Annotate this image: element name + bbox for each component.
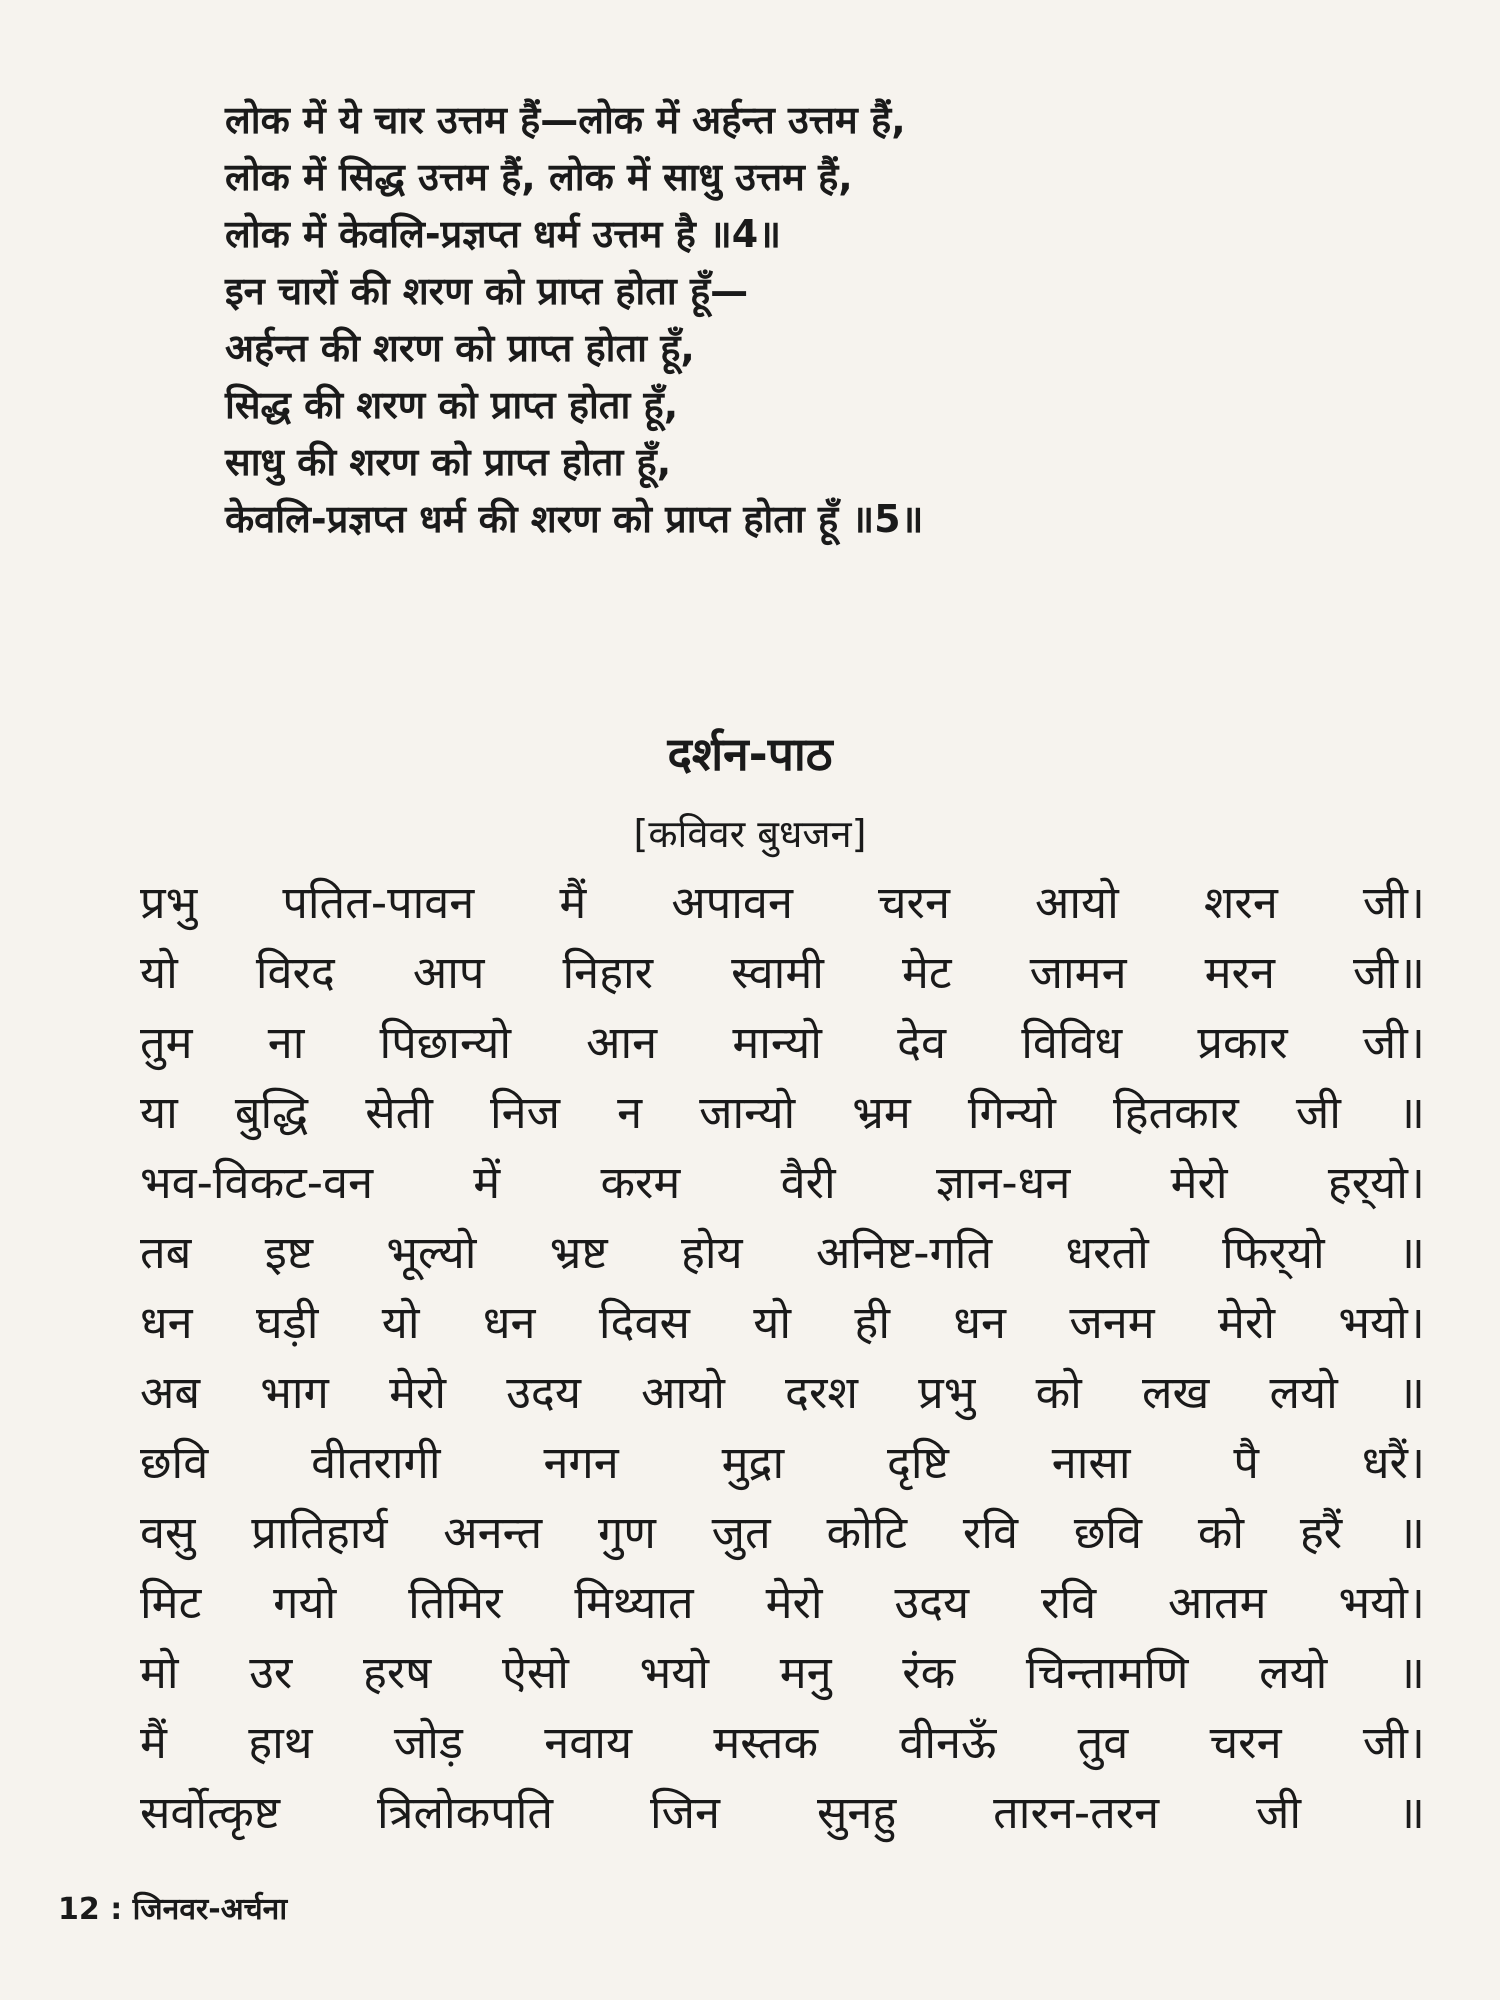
poem-word: मेरो: [389, 1366, 447, 1419]
poem-word: आप: [412, 946, 485, 999]
poem-word: सर्वोत्कृष्ट: [140, 1786, 281, 1839]
poem-word: दिवस: [598, 1296, 690, 1349]
poem-word: तुव: [1077, 1716, 1129, 1769]
poem-word: भ्रम: [852, 1086, 911, 1139]
poem-word: वैरी: [780, 1156, 836, 1209]
poem-line: [140, 1218, 1425, 1288]
poem-word: जी॥: [1352, 946, 1425, 999]
poem-word: जी।: [1362, 1716, 1425, 1769]
page-footer: 12 : जिनवर-अर्चना: [58, 1892, 288, 1927]
poem-word: मेरो: [1218, 1296, 1276, 1349]
poem-word: हरैं: [1299, 1506, 1343, 1559]
poem-word: प्रकार: [1197, 1016, 1288, 1069]
poem-word: ॥: [1398, 1506, 1425, 1559]
poem-word: ही: [854, 1296, 890, 1349]
poem-word: गिन्यो: [967, 1086, 1056, 1139]
poem-word: मेरो: [1170, 1156, 1228, 1209]
upper-line: अर्हन्त की शरण को प्राप्त होता हूँ,: [225, 326, 695, 370]
poem-word: तारन-तरन: [993, 1786, 1160, 1839]
poem-word: लयो: [1259, 1646, 1328, 1699]
poem-word: विविध: [1021, 1016, 1123, 1069]
poem-word: ऐसो: [501, 1646, 569, 1699]
poem-word: मुद्रा: [721, 1436, 785, 1489]
poem-word: हर्‌यो।: [1327, 1156, 1425, 1209]
poem-word: हरष: [363, 1646, 432, 1699]
poem-word: मैं: [559, 876, 587, 929]
poem-word: लयो: [1269, 1366, 1338, 1419]
poem-word: कोटि: [826, 1506, 908, 1559]
poem-word: मैं: [140, 1716, 167, 1769]
poem-word: जी।: [1362, 876, 1425, 929]
poem-word: मिट: [140, 1576, 202, 1629]
poem-word: भयो।: [1338, 1296, 1425, 1349]
poem-line: [140, 1568, 1425, 1638]
poem-word: न: [617, 1086, 643, 1139]
poem-word: ना: [267, 1016, 305, 1069]
poem-word: या: [140, 1086, 178, 1139]
poem-word: यो: [753, 1296, 792, 1349]
section-title: दर्शन-पाठ: [667, 727, 833, 781]
upper-line: लोक में ये चार उत्तम हैं—लोक में अर्हन्त उत्तम हैं,: [225, 98, 906, 142]
poem-word: देव: [897, 1016, 947, 1069]
poem-word: नगन: [543, 1436, 619, 1489]
upper-line: सिद्ध की शरण को प्राप्त होता हूँ,: [225, 383, 679, 427]
poem-line: [140, 938, 1425, 1008]
poem-word: इष्ट: [264, 1226, 314, 1279]
poem-word: में: [473, 1156, 501, 1209]
poem-word: धन: [482, 1296, 536, 1349]
poem-word: वीनऊँ: [899, 1716, 997, 1769]
poem-word: मो: [140, 1646, 179, 1699]
poem-word: उदय: [894, 1576, 970, 1629]
poem-word: आतम: [1168, 1576, 1267, 1629]
poem-line: [140, 1148, 1425, 1218]
poem-word: होय: [680, 1226, 743, 1279]
poem-line: [140, 1008, 1425, 1078]
poem-word: अनन्त: [443, 1506, 543, 1559]
poem-line: [140, 1288, 1425, 1358]
poem-word: चिन्तामणि: [1025, 1646, 1189, 1699]
poem-word: मान्यो: [732, 1016, 822, 1069]
upper-stanza: [225, 92, 1225, 548]
poem-word: वीतरागी: [311, 1436, 441, 1489]
poem-word: छवि: [1073, 1506, 1143, 1559]
poem-word: तिमिर: [408, 1576, 503, 1629]
poem-word: जी: [1295, 1086, 1341, 1139]
poem-word: को: [1035, 1366, 1082, 1419]
poem-word: जिन: [650, 1786, 721, 1839]
poem-word: मेरो: [765, 1576, 823, 1629]
poem-word: आयो: [1035, 876, 1119, 929]
poem-word: सुनहु: [816, 1786, 897, 1839]
poem-line: [140, 1708, 1425, 1778]
poem-word: ॥: [1397, 1786, 1425, 1839]
poem-word: प्रातिहार्य: [251, 1506, 388, 1559]
poem-line: [140, 1778, 1425, 1848]
poem-word: मनु: [779, 1646, 832, 1699]
poem-word: मस्तक: [713, 1716, 819, 1769]
poem-word: शरन: [1203, 876, 1278, 929]
poem-word: घड़ी: [256, 1296, 319, 1349]
poem-word: ज्ञान-धन: [935, 1156, 1071, 1209]
upper-line: लोक में केवलि-प्रज्ञप्त धर्म उत्तम है ॥4॥: [225, 212, 781, 256]
poem-word: लख: [1141, 1366, 1210, 1419]
poem-word: ॥: [1397, 1366, 1425, 1419]
poem-word: रवि: [1041, 1576, 1097, 1629]
poem-line: [140, 868, 1425, 938]
poem-word: धरैं।: [1361, 1436, 1425, 1489]
poem-word: गुण: [597, 1506, 656, 1559]
upper-line: केवलि-प्रज्ञप्त धर्म की शरण को प्राप्त होता हूँ ॥5॥: [225, 497, 924, 541]
poem-word: गयो: [273, 1576, 337, 1629]
poem-word: स्वामी: [731, 946, 824, 999]
poem-word: प्रभु: [140, 876, 198, 929]
poem-word: मिथ्यात: [574, 1576, 694, 1629]
poem-word: निहार: [562, 946, 654, 999]
poem-word: रंक: [902, 1646, 956, 1699]
poem-word: हितकार: [1112, 1086, 1239, 1139]
poem-word: भाग: [260, 1366, 329, 1419]
poem-word: करम: [600, 1156, 681, 1209]
poem-word: जी: [1256, 1786, 1302, 1839]
poem-word: तब: [140, 1226, 192, 1279]
upper-line: इन चारों की शरण को प्राप्त होता हूँ—: [225, 269, 749, 313]
poem-word: उर: [249, 1646, 293, 1699]
poem-word: फिर्‌यो: [1222, 1226, 1325, 1279]
poem-word: जनम: [1069, 1296, 1155, 1349]
poem-word: तुम: [140, 1016, 193, 1069]
poem-word: यो: [381, 1296, 420, 1349]
poem-word: चरन: [1209, 1716, 1282, 1769]
poem-word: जामन: [1029, 946, 1127, 999]
poem-word: धरतो: [1065, 1226, 1149, 1279]
upper-line: साधु की शरण को प्राप्त होता हूँ,: [225, 440, 672, 484]
poem-word: उदय: [506, 1366, 581, 1419]
poem-word: प्रभु: [918, 1366, 976, 1419]
poem-line: [140, 1428, 1425, 1498]
poem-word: पतित-पावन: [282, 876, 475, 929]
poem-word: सेती: [365, 1086, 433, 1139]
poem-word: अनिष्ट-गति: [815, 1226, 993, 1279]
poem-word: छवि: [140, 1436, 209, 1489]
poem-word: अब: [140, 1366, 201, 1419]
poem-word: जान्यो: [699, 1086, 796, 1139]
poem-word: धन: [953, 1296, 1007, 1349]
poem-word: जुत: [711, 1506, 771, 1559]
poem-line: [140, 1498, 1425, 1568]
poem-word: भव-विकट-वन: [140, 1156, 374, 1209]
poem-word: दरश: [785, 1366, 858, 1419]
poem-word: जी।: [1362, 1016, 1425, 1069]
poem-word: वसु: [140, 1506, 196, 1559]
poem-word: आन: [586, 1016, 658, 1069]
poem-word: भयो: [639, 1646, 710, 1699]
poem: [140, 868, 1425, 1848]
poem-word: मरन: [1204, 946, 1275, 999]
poem-word: भ्रष्ट: [549, 1226, 608, 1279]
poem-word: त्रिलोकपति: [377, 1786, 554, 1839]
poem-word: चरन: [877, 876, 950, 929]
poem-line: [140, 1638, 1425, 1708]
poem-word: भूल्यो: [386, 1226, 477, 1279]
poem-word: पिछान्यो: [379, 1016, 511, 1069]
poem-word: धन: [140, 1296, 193, 1349]
upper-line: लोक में सिद्ध उत्तम हैं, लोक में साधु उत्तम हैं,: [225, 155, 853, 199]
poem-word: यो: [140, 946, 178, 999]
poem-word: को: [1197, 1506, 1245, 1559]
poem-line: [140, 1078, 1425, 1148]
poem-word: जोड़: [393, 1716, 463, 1769]
poem-word: अपावन: [671, 876, 793, 929]
poem-word: दृष्टि: [887, 1436, 949, 1489]
poem-word: पै: [1233, 1436, 1259, 1489]
poem-word: ॥: [1397, 1086, 1425, 1139]
poem-word: निज: [490, 1086, 561, 1139]
poem-word: आयो: [641, 1366, 725, 1419]
poem-word: मेट: [901, 946, 952, 999]
poem-word: नवाय: [544, 1716, 633, 1769]
section-author: [कविवर बुधजन]: [633, 812, 867, 856]
poem-line: [140, 1358, 1425, 1428]
poem-word: हाथ: [248, 1716, 313, 1769]
poem-word: बुद्धि: [234, 1086, 309, 1139]
poem-word: नासा: [1051, 1436, 1131, 1489]
poem-word: ॥: [1398, 1226, 1425, 1279]
poem-word: भयो।: [1338, 1576, 1425, 1629]
poem-word: रवि: [962, 1506, 1018, 1559]
poem-word: ॥: [1398, 1646, 1425, 1699]
poem-word: विरद: [255, 946, 335, 999]
